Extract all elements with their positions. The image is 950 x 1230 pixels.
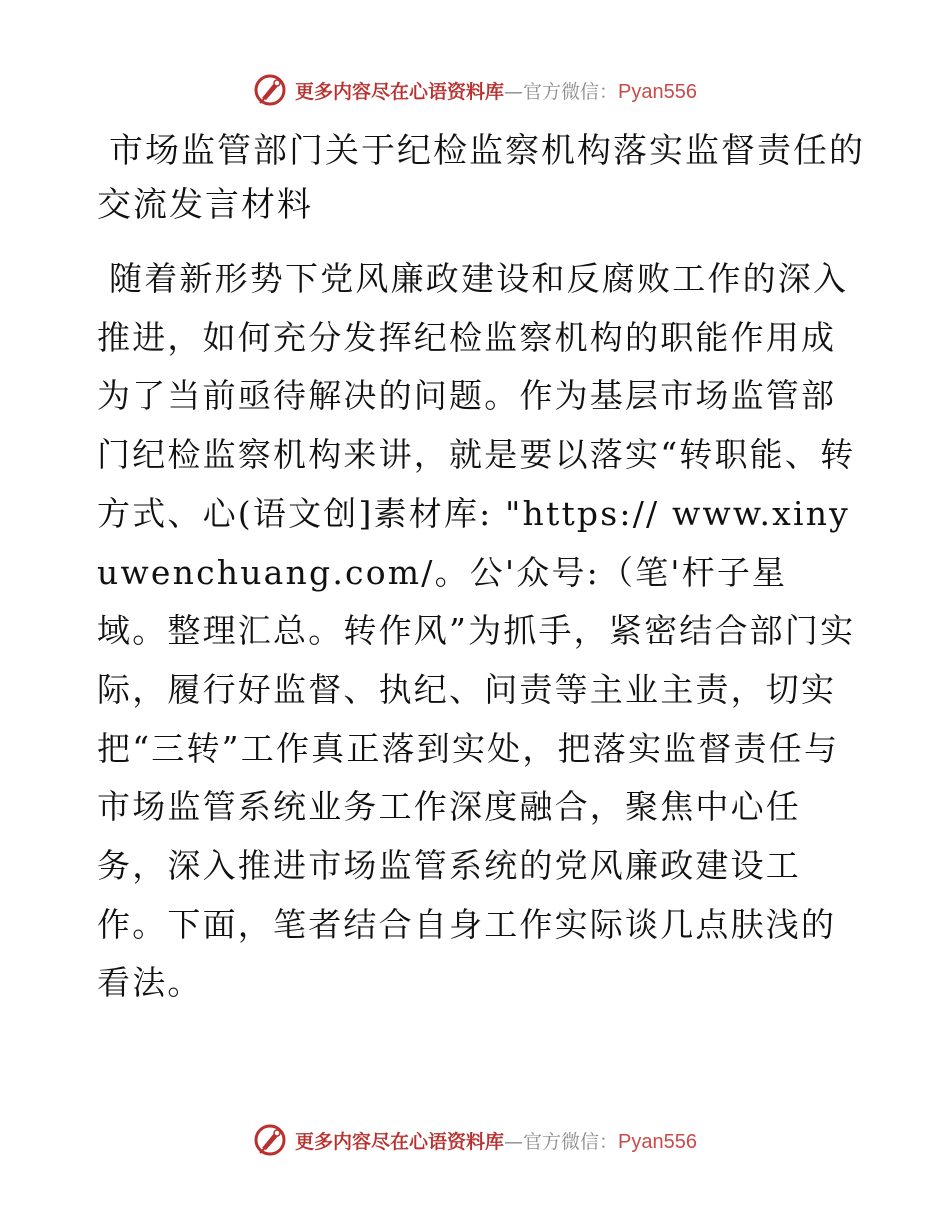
document-paragraph: 随着新形势下党风廉政建设和反腐败工作的深入推进，如何充分发挥纪检监察机构的职能作用成为了当前亟待解决的问题。作为基层市场监管部门纪检监察机构来讲，就是要以落实“转职能、转方式、心(语文创]素材库: "https:// www.xinyuwenchuang.com/。公'众号:（笔'杆子星域。整理汇总。转作风”为抓手，紧密结合部门实际，履行好监督、执纪、问责等主业主责，切实把“三转”工作真正落到实处，把落实监督责任与市场监管系统业务工作深度融合，聚焦中心任务，深入推进市场监管系统的党风廉政建设工作。下面，笔者结合自身工作实际谈几点肤浅的看法。 (97, 259, 856, 1003)
footer-watermark-text (295, 1127, 697, 1154)
header-watermark-banner (0, 70, 950, 110)
footer-official-label: 官方微信： (523, 1130, 619, 1153)
header-watermark-text (295, 77, 697, 104)
footer-watermark-banner (0, 1120, 950, 1160)
footer-promo-text: 更多内容尽在心语资料库 (295, 1130, 505, 1153)
header-official-label: 官方微信： (523, 80, 619, 103)
quill-badge-icon (253, 1123, 287, 1157)
header-separator: — (504, 80, 524, 103)
header-wechat-id: Pyan556 (618, 80, 697, 103)
footer-separator: — (504, 1130, 524, 1153)
footer-wechat-id: Pyan556 (618, 1130, 697, 1153)
quill-badge-icon (253, 73, 287, 107)
document-title: 市场监管部门关于纪检监察机构落实监督责任的交流发言材料 (97, 131, 865, 225)
header-promo-text: 更多内容尽在心语资料库 (295, 80, 505, 103)
